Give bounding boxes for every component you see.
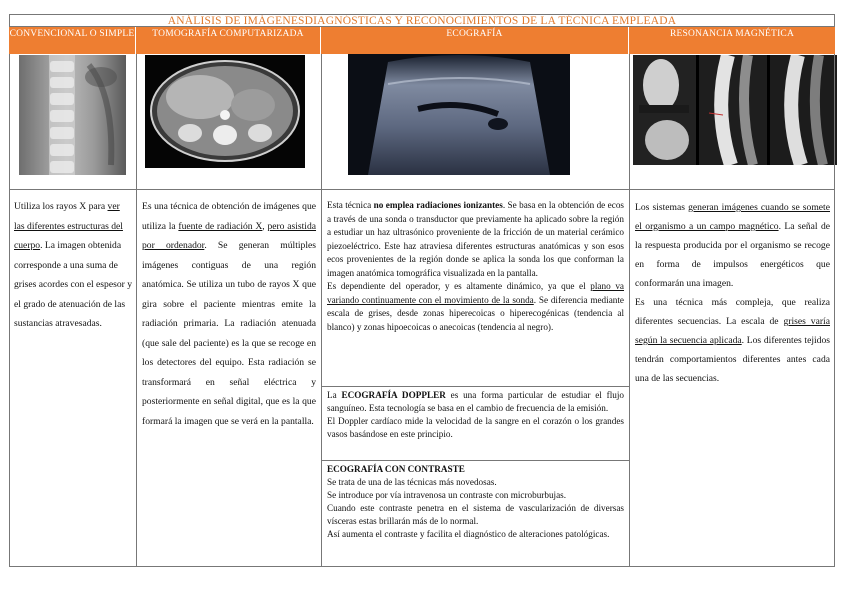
col4-text-a: Los sistemas (635, 202, 689, 213)
doppler-title: ECOGRAFÍA DOPPLER (341, 390, 446, 400)
eco-text-2a: Es dependiente del operador, y es altamente dinámico, ya que el (327, 281, 591, 291)
contraste-line-3: Cuando este contraste penetra en el sistema de vascularización de diversas vísceras estas brillarán más de lo normal. (327, 503, 624, 526)
doppler-text-d: El Doppler cardíaco mide la velocidad de la sangre en el corazón o los grandes vasos basándose en este principio. (327, 416, 624, 439)
table-right-border (834, 54, 835, 567)
text-resonancia (629, 189, 835, 567)
ultrasound-image (348, 54, 570, 175)
xray-cell (9, 54, 136, 189)
eco-underline-2: plano va variando continuamente con el movimiento de la sonda (327, 281, 624, 305)
eco-bold-1: no emplea radiaciones ionizantes (373, 200, 503, 210)
col2-text-a: Es una técnica de obtención de imágenes que utiliza la (142, 201, 316, 232)
col4-underline-2: grises varía según la secuencia aplicada (635, 316, 830, 346)
text-tomografia (136, 189, 321, 567)
analysis-table (9, 14, 835, 567)
col4-text-c: Es una técnica más compleja, que realiza diferentes secuencias. La escala de (635, 297, 830, 327)
header-ecografia: ECOGRAFÍA (321, 27, 629, 54)
col1-text-b: . La imagen obtenida corresponde a una suma de grises acordes con el espesor y el grado de atenuación de las sustancias atravesadas. (14, 240, 133, 329)
header-resonancia: RESONANCIA MAGNÉTICA (629, 27, 835, 54)
col2-underline-1: fuente de radiación X (178, 220, 263, 232)
text-ecografia (321, 189, 629, 567)
contraste-line-2: Se introduce por vía intravenosa un contraste con microburbujas. (327, 490, 567, 500)
mri-cell (629, 54, 835, 189)
col1-underline: ver las diferentes estructuras del cuerpo (14, 201, 123, 251)
contraste-line-1: Se trata de una de las técnicas más novedosas. (327, 477, 497, 487)
eco-text-1c: . Se basa en la obtención de ecos a través de una sonda o transductor que previamente ha aplicado sobre la región a estudiar un haz ultrasónico proveniente de la fricción de un material cerámico piezoeléctrico. Este haz atraviesa diferentes estructuras anatómicas y son esos ecos provenientes de la región donde se aplica la sonda los que conforman la imagen anatómica tomográfica visualizada en la pantalla. (327, 200, 624, 278)
col4-underline-1: generan imágenes cuando se somete el organismo a un campo magnético (635, 202, 830, 232)
table-title: ANÁLISIS DE IMÁGENESDIAGNÓSTICAS Y RECONOCIMIENTOS DE LA TÉCNICA EMPLEADA (9, 14, 835, 27)
header-tomografia: TOMOGRAFÍA COMPUTARIZADA (136, 27, 321, 54)
table-left-border (9, 54, 10, 567)
xray-image (19, 55, 126, 175)
eco-text-2b: . Se diferencia mediante escala de grises, desde zonas hiperecoicas o hiperecogénicas (tendencia al blanco) y zonas hipoecoicas o anecoicas (tendencia al negro). (327, 294, 624, 332)
doppler-text-a: La (327, 390, 342, 400)
contraste-line-4: Así aumenta el contraste y facilita el diagnóstico de alteraciones patológicas. (327, 529, 610, 539)
col2-underline-2: pero asistida por ordenador (142, 220, 317, 251)
col1-text-a: Utiliza los rayos X para (14, 201, 108, 212)
ecografia-contraste (322, 460, 629, 568)
ecografia-main (322, 190, 629, 385)
ct-image (145, 55, 305, 168)
ct-cell (136, 54, 321, 189)
col4-text-d: . Los diferentes tejidos tendrán comportamientos diferentes antes cada una de las secuencias. (635, 335, 830, 384)
col4-text-b: . La señal de la respuesta producida por el organismo se recoge en forma de impulsos energéticos que conformarán una imagen. (635, 221, 830, 289)
doppler-text-c: es una forma particular de estudiar el flujo sanguíneo. Esta tecnología se basa en el cambio de frecuencia de la emisión. (327, 390, 624, 413)
text-convencional (9, 189, 136, 567)
mri-image (633, 55, 837, 165)
ecografia-doppler (322, 386, 629, 460)
col2-text-b: , (262, 220, 268, 232)
ultrasound-cell (321, 54, 629, 189)
eco-text-1a: Esta técnica (327, 200, 374, 210)
contraste-title: ECOGRAFÍA CON CONTRASTE (327, 464, 465, 474)
header-convencional: CONVENCIONAL O SIMPLE (9, 27, 136, 54)
col2-text-c: . Se generan múltiples imágenes contiguas de una región anatómica. Se utiliza un tubo de rayos X que gira sobre el paciente mientras emite la radiación primaria. La radiación atenuada (que sale del paciente) es la que se recoge en los detectores del equipo. Esta radiación se transformará en señal eléctrica y posteriormente en señal digital, que es la que formará la imagen que se verá en la pantalla. (142, 240, 316, 427)
table-bottom-border (9, 566, 835, 567)
